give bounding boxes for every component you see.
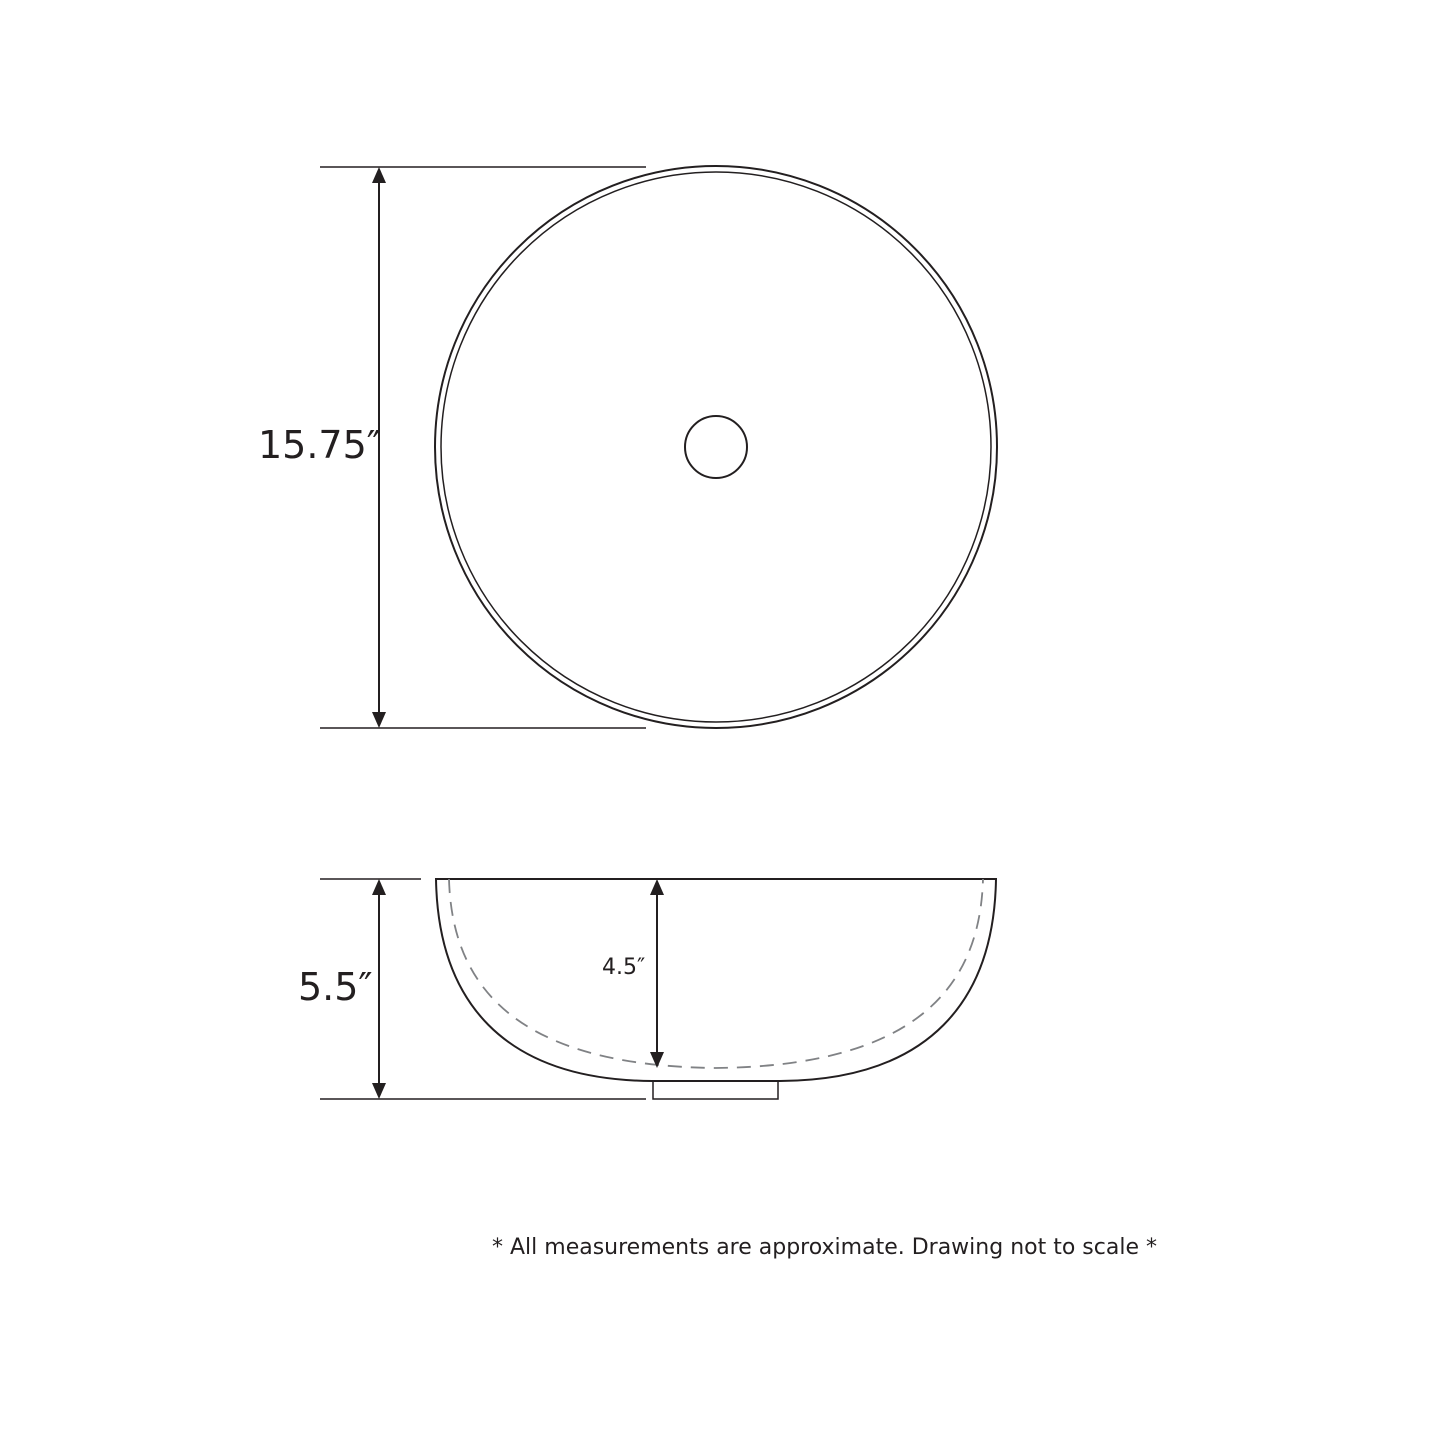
- basin-outer-rim: [435, 166, 997, 728]
- depth-arrow-top: [650, 879, 664, 895]
- diameter-label: 15.75″: [258, 423, 381, 467]
- height-arrow-bottom: [372, 1083, 386, 1099]
- bowl-base-foot: [653, 1081, 778, 1099]
- drain-hole: [685, 416, 747, 478]
- bowl-inner-profile-dashed: [449, 879, 983, 1068]
- disclaimer-note: * All measurements are approximate. Drawing not to scale *: [492, 1235, 1157, 1260]
- basin-inner-rim: [441, 172, 991, 722]
- bowl-outer-profile: [436, 879, 996, 1081]
- top-view: [258, 166, 997, 728]
- diameter-arrow-bottom: [372, 712, 386, 728]
- height-label: 5.5″: [298, 965, 373, 1009]
- inner-depth-label: 4.5″: [602, 955, 646, 980]
- height-arrow-top: [372, 879, 386, 895]
- depth-arrow-bottom: [650, 1052, 664, 1068]
- side-view: [298, 879, 996, 1099]
- diameter-arrow-top: [372, 167, 386, 183]
